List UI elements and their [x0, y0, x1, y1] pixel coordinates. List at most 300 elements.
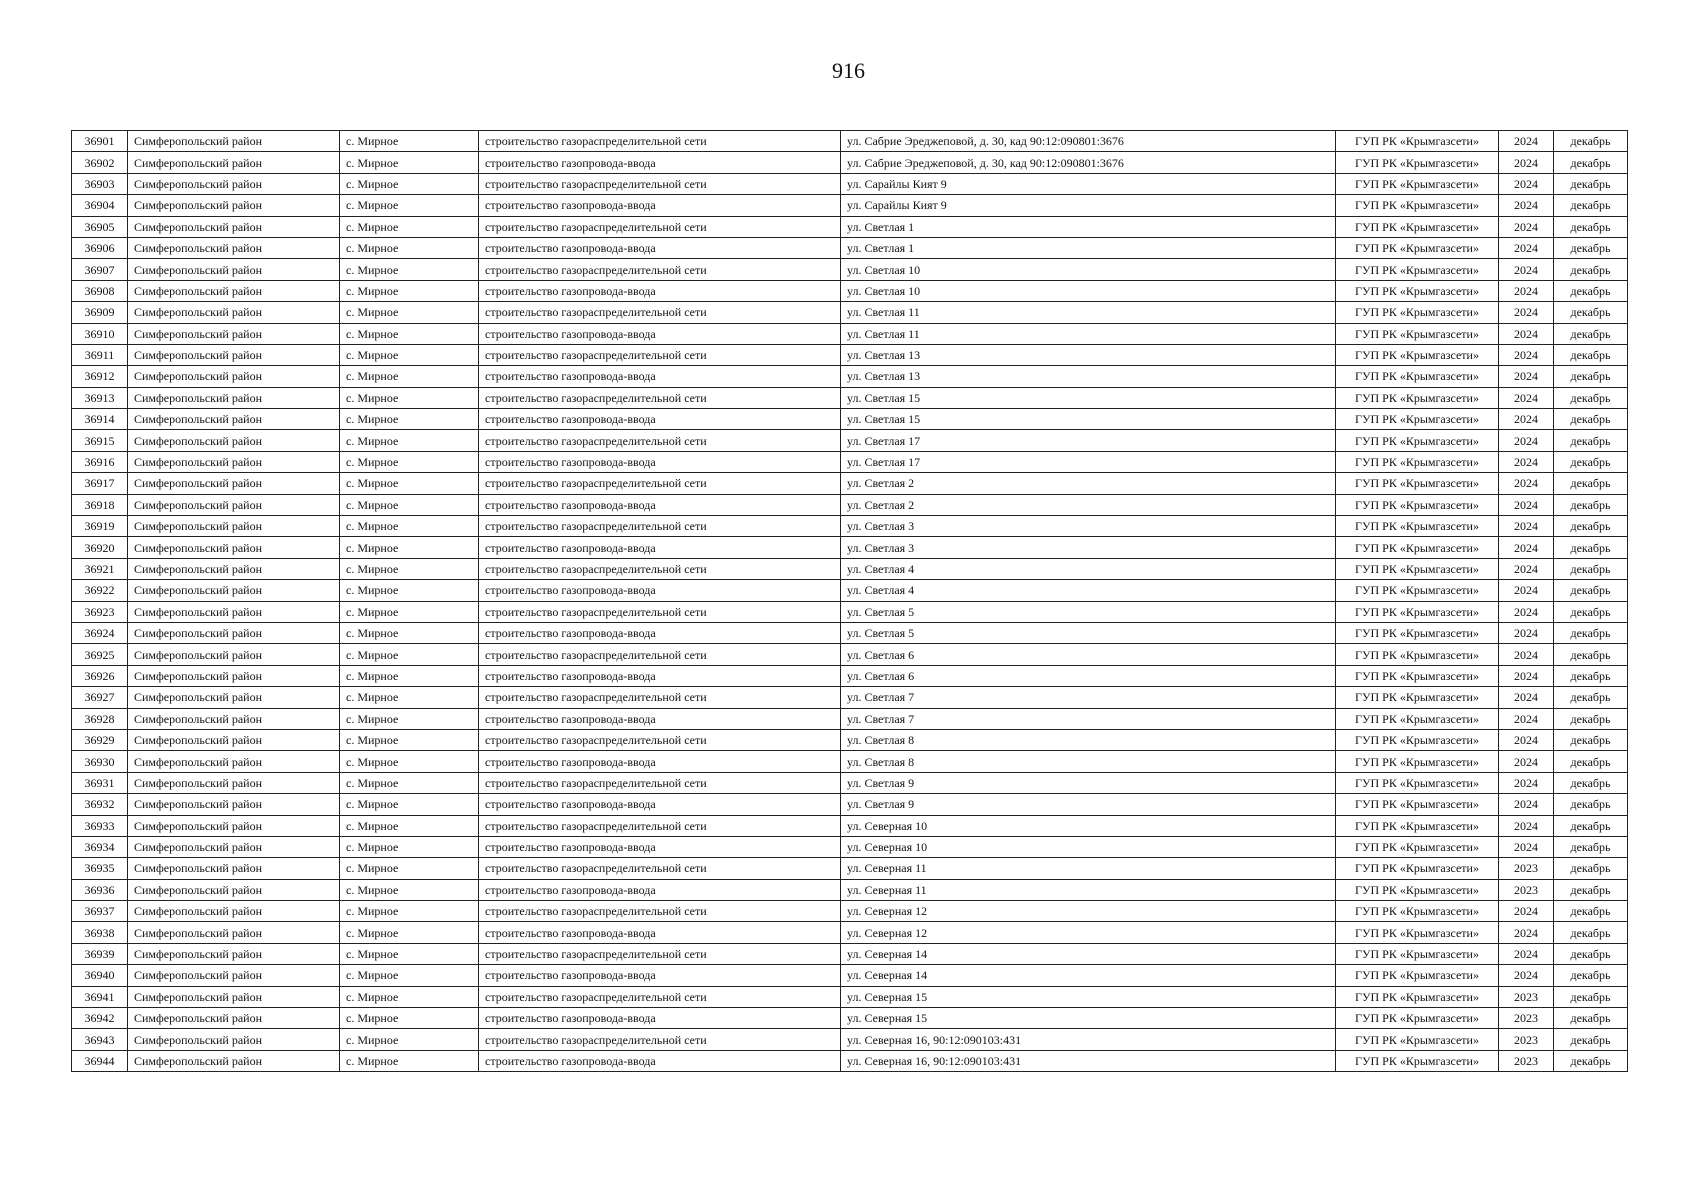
cell-organization: ГУП РК «Крымгазсети»: [1336, 943, 1499, 964]
table-row: [72, 836, 1628, 857]
cell-number: 36905: [72, 216, 128, 237]
table-row: [72, 280, 1628, 301]
cell-organization: ГУП РК «Крымгазсети»: [1336, 836, 1499, 857]
cell-month: декабрь: [1554, 152, 1628, 173]
cell-settlement: с. Мирное: [340, 216, 479, 237]
table-row: [72, 409, 1628, 430]
cell-address: ул. Светлая 13: [841, 344, 1336, 365]
cell-district: Симферопольский район: [128, 344, 340, 365]
cell-year: 2024: [1499, 708, 1554, 729]
cell-year: 2024: [1499, 323, 1554, 344]
cell-work-type: строительство газопровода-ввода: [479, 922, 841, 943]
cell-organization: ГУП РК «Крымгазсети»: [1336, 708, 1499, 729]
cell-address: ул. Светлая 2: [841, 494, 1336, 515]
cell-settlement: с. Мирное: [340, 772, 479, 793]
cell-month: декабрь: [1554, 858, 1628, 879]
cell-district: Симферопольский район: [128, 259, 340, 280]
cell-number: 36933: [72, 815, 128, 836]
cell-address: ул. Светлая 8: [841, 751, 1336, 772]
cell-number: 36939: [72, 943, 128, 964]
cell-number: 36921: [72, 558, 128, 579]
cell-settlement: с. Мирное: [340, 451, 479, 472]
cell-work-type: строительство газопровода-ввода: [479, 152, 841, 173]
cell-year: 2023: [1499, 1029, 1554, 1050]
cell-organization: ГУП РК «Крымгазсети»: [1336, 1050, 1499, 1071]
cell-settlement: с. Мирное: [340, 173, 479, 194]
table-row: [72, 323, 1628, 344]
cell-district: Симферопольский район: [128, 644, 340, 665]
cell-district: Симферопольский район: [128, 216, 340, 237]
cell-district: Симферопольский район: [128, 708, 340, 729]
cell-settlement: с. Мирное: [340, 1050, 479, 1071]
cell-district: Симферопольский район: [128, 1050, 340, 1071]
cell-address: ул. Светлая 11: [841, 302, 1336, 323]
cell-organization: ГУП РК «Крымгазсети»: [1336, 729, 1499, 750]
cell-number: 36901: [72, 131, 128, 152]
cell-address: ул. Светлая 2: [841, 473, 1336, 494]
table-row: [72, 366, 1628, 387]
cell-organization: ГУП РК «Крымгазсети»: [1336, 815, 1499, 836]
cell-district: Симферопольский район: [128, 815, 340, 836]
cell-settlement: с. Мирное: [340, 1029, 479, 1050]
cell-organization: ГУП РК «Крымгазсети»: [1336, 494, 1499, 515]
cell-settlement: с. Мирное: [340, 665, 479, 686]
cell-number: 36909: [72, 302, 128, 323]
cell-address: ул. Светлая 4: [841, 558, 1336, 579]
cell-number: 36927: [72, 687, 128, 708]
cell-work-type: строительство газопровода-ввода: [479, 366, 841, 387]
cell-number: 36932: [72, 794, 128, 815]
cell-district: Симферопольский район: [128, 751, 340, 772]
cell-month: декабрь: [1554, 965, 1628, 986]
cell-district: Симферопольский район: [128, 195, 340, 216]
cell-month: декабрь: [1554, 943, 1628, 964]
cell-address: ул. Северная 11: [841, 879, 1336, 900]
cell-number: 36910: [72, 323, 128, 344]
cell-month: декабрь: [1554, 836, 1628, 857]
cell-year: 2024: [1499, 836, 1554, 857]
table-row: [72, 216, 1628, 237]
cell-month: декабрь: [1554, 986, 1628, 1007]
cell-organization: ГУП РК «Крымгазсети»: [1336, 387, 1499, 408]
cell-address: ул. Светлая 10: [841, 259, 1336, 280]
cell-month: декабрь: [1554, 1008, 1628, 1029]
cell-number: 36914: [72, 409, 128, 430]
cell-organization: ГУП РК «Крымгазсети»: [1336, 131, 1499, 152]
cell-year: 2024: [1499, 195, 1554, 216]
cell-month: декабрь: [1554, 644, 1628, 665]
cell-work-type: строительство газопровода-ввода: [479, 751, 841, 772]
table-row: [72, 1050, 1628, 1071]
cell-work-type: строительство газопровода-ввода: [479, 708, 841, 729]
cell-month: декабрь: [1554, 302, 1628, 323]
cell-district: Симферопольский район: [128, 986, 340, 1007]
cell-year: 2024: [1499, 216, 1554, 237]
table-row: [72, 430, 1628, 451]
cell-organization: ГУП РК «Крымгазсети»: [1336, 516, 1499, 537]
cell-year: 2024: [1499, 387, 1554, 408]
cell-address: ул. Северная 11: [841, 858, 1336, 879]
table-row: [72, 943, 1628, 964]
table-row: [72, 494, 1628, 515]
table-row: [72, 644, 1628, 665]
cell-year: 2024: [1499, 622, 1554, 643]
cell-number: 36944: [72, 1050, 128, 1071]
cell-work-type: строительство газопровода-ввода: [479, 237, 841, 258]
cell-number: 36922: [72, 580, 128, 601]
cell-year: 2024: [1499, 644, 1554, 665]
cell-address: ул. Северная 10: [841, 836, 1336, 857]
cell-settlement: с. Мирное: [340, 558, 479, 579]
cell-settlement: с. Мирное: [340, 836, 479, 857]
cell-address: ул. Светлая 5: [841, 601, 1336, 622]
cell-year: 2023: [1499, 858, 1554, 879]
cell-work-type: строительство газопровода-ввода: [479, 622, 841, 643]
cell-address: ул. Светлая 10: [841, 280, 1336, 301]
cell-month: декабрь: [1554, 344, 1628, 365]
cell-work-type: строительство газопровода-ввода: [479, 537, 841, 558]
cell-organization: ГУП РК «Крымгазсети»: [1336, 323, 1499, 344]
cell-organization: ГУП РК «Крымгазсети»: [1336, 622, 1499, 643]
cell-number: 36938: [72, 922, 128, 943]
cell-district: Симферопольский район: [128, 901, 340, 922]
cell-month: декабрь: [1554, 580, 1628, 601]
cell-work-type: строительство газораспределительной сети: [479, 430, 841, 451]
gasification-table: [71, 130, 1628, 1072]
cell-settlement: с. Мирное: [340, 494, 479, 515]
table-row: [72, 986, 1628, 1007]
table-row: [72, 1029, 1628, 1050]
cell-work-type: строительство газопровода-ввода: [479, 1050, 841, 1071]
cell-settlement: с. Мирное: [340, 943, 479, 964]
cell-district: Симферопольский район: [128, 729, 340, 750]
cell-organization: ГУП РК «Крымгазсети»: [1336, 473, 1499, 494]
table-row: [72, 173, 1628, 194]
cell-address: ул. Светлая 17: [841, 430, 1336, 451]
cell-year: 2023: [1499, 1050, 1554, 1071]
table-row: [72, 708, 1628, 729]
cell-number: 36917: [72, 473, 128, 494]
cell-district: Симферопольский район: [128, 943, 340, 964]
cell-district: Симферопольский район: [128, 879, 340, 900]
cell-address: ул. Светлая 13: [841, 366, 1336, 387]
cell-work-type: строительство газопровода-ввода: [479, 195, 841, 216]
cell-work-type: строительство газораспределительной сети: [479, 387, 841, 408]
cell-district: Симферопольский район: [128, 858, 340, 879]
cell-settlement: с. Мирное: [340, 965, 479, 986]
cell-district: Симферопольский район: [128, 302, 340, 323]
table-row: [72, 195, 1628, 216]
page-number: 916: [832, 58, 865, 83]
cell-work-type: строительство газораспределительной сети: [479, 344, 841, 365]
cell-organization: ГУП РК «Крымгазсети»: [1336, 665, 1499, 686]
cell-settlement: с. Мирное: [340, 131, 479, 152]
cell-year: 2024: [1499, 815, 1554, 836]
cell-settlement: с. Мирное: [340, 430, 479, 451]
table-row: [72, 687, 1628, 708]
cell-year: 2024: [1499, 516, 1554, 537]
cell-work-type: строительство газораспределительной сети: [479, 687, 841, 708]
cell-work-type: строительство газораспределительной сети: [479, 173, 841, 194]
cell-year: 2024: [1499, 131, 1554, 152]
cell-settlement: с. Мирное: [340, 815, 479, 836]
cell-number: 36918: [72, 494, 128, 515]
cell-number: 36923: [72, 601, 128, 622]
cell-district: Симферопольский район: [128, 473, 340, 494]
cell-organization: ГУП РК «Крымгазсети»: [1336, 858, 1499, 879]
cell-number: 36926: [72, 665, 128, 686]
cell-address: ул. Северная 14: [841, 965, 1336, 986]
cell-organization: ГУП РК «Крымгазсети»: [1336, 965, 1499, 986]
cell-number: 36931: [72, 772, 128, 793]
table-row: [72, 772, 1628, 793]
cell-number: 36943: [72, 1029, 128, 1050]
cell-number: 36919: [72, 516, 128, 537]
table-row: [72, 901, 1628, 922]
cell-address: ул. Светлая 5: [841, 622, 1336, 643]
table-row: [72, 729, 1628, 750]
cell-district: Симферопольский район: [128, 537, 340, 558]
cell-month: декабрь: [1554, 216, 1628, 237]
cell-organization: ГУП РК «Крымгазсети»: [1336, 259, 1499, 280]
cell-work-type: строительство газопровода-ввода: [479, 879, 841, 900]
cell-organization: ГУП РК «Крымгазсети»: [1336, 237, 1499, 258]
cell-district: Симферопольский район: [128, 430, 340, 451]
cell-work-type: строительство газопровода-ввода: [479, 494, 841, 515]
cell-district: Симферопольский район: [128, 152, 340, 173]
cell-number: 36904: [72, 195, 128, 216]
table-row: [72, 858, 1628, 879]
table-row: [72, 622, 1628, 643]
cell-number: 36925: [72, 644, 128, 665]
cell-organization: ГУП РК «Крымгазсети»: [1336, 901, 1499, 922]
cell-settlement: с. Мирное: [340, 879, 479, 900]
cell-month: декабрь: [1554, 772, 1628, 793]
cell-year: 2023: [1499, 986, 1554, 1007]
cell-address: ул. Светлая 4: [841, 580, 1336, 601]
table-row: [72, 473, 1628, 494]
cell-work-type: строительство газопровода-ввода: [479, 323, 841, 344]
cell-year: 2024: [1499, 794, 1554, 815]
cell-work-type: строительство газопровода-ввода: [479, 836, 841, 857]
table-row: [72, 344, 1628, 365]
cell-organization: ГУП РК «Крымгазсети»: [1336, 344, 1499, 365]
cell-organization: ГУП РК «Крымгазсети»: [1336, 451, 1499, 472]
cell-month: декабрь: [1554, 794, 1628, 815]
cell-year: 2024: [1499, 473, 1554, 494]
cell-work-type: строительство газопровода-ввода: [479, 965, 841, 986]
cell-settlement: с. Мирное: [340, 366, 479, 387]
cell-month: декабрь: [1554, 815, 1628, 836]
cell-month: декабрь: [1554, 922, 1628, 943]
cell-number: 36941: [72, 986, 128, 1007]
cell-settlement: с. Мирное: [340, 708, 479, 729]
cell-work-type: строительство газораспределительной сети: [479, 815, 841, 836]
cell-year: 2023: [1499, 879, 1554, 900]
cell-number: 36915: [72, 430, 128, 451]
cell-district: Симферопольский район: [128, 387, 340, 408]
cell-work-type: строительство газораспределительной сети: [479, 943, 841, 964]
cell-work-type: строительство газораспределительной сети: [479, 131, 841, 152]
cell-district: Симферопольский район: [128, 173, 340, 194]
cell-year: 2024: [1499, 687, 1554, 708]
cell-number: 36902: [72, 152, 128, 173]
cell-district: Симферопольский район: [128, 794, 340, 815]
cell-month: декабрь: [1554, 237, 1628, 258]
cell-address: ул. Светлая 9: [841, 772, 1336, 793]
cell-settlement: с. Мирное: [340, 687, 479, 708]
cell-year: 2024: [1499, 537, 1554, 558]
cell-year: 2024: [1499, 409, 1554, 430]
cell-organization: ГУП РК «Крымгазсети»: [1336, 644, 1499, 665]
cell-year: 2024: [1499, 772, 1554, 793]
cell-work-type: строительство газораспределительной сети: [479, 216, 841, 237]
cell-work-type: строительство газораспределительной сети: [479, 644, 841, 665]
cell-address: ул. Светлая 7: [841, 708, 1336, 729]
cell-organization: ГУП РК «Крымгазсети»: [1336, 687, 1499, 708]
cell-settlement: с. Мирное: [340, 644, 479, 665]
cell-address: ул. Светлая 6: [841, 665, 1336, 686]
cell-year: 2024: [1499, 366, 1554, 387]
cell-number: 36942: [72, 1008, 128, 1029]
cell-year: 2024: [1499, 558, 1554, 579]
cell-district: Симферопольский район: [128, 665, 340, 686]
cell-work-type: строительство газораспределительной сети: [479, 302, 841, 323]
table-row: [72, 237, 1628, 258]
cell-month: декабрь: [1554, 537, 1628, 558]
cell-settlement: с. Мирное: [340, 751, 479, 772]
cell-month: декабрь: [1554, 879, 1628, 900]
cell-organization: ГУП РК «Крымгазсети»: [1336, 601, 1499, 622]
cell-district: Симферопольский район: [128, 366, 340, 387]
cell-address: ул. Северная 16, 90:12:090103:431: [841, 1029, 1336, 1050]
cell-organization: ГУП РК «Крымгазсети»: [1336, 794, 1499, 815]
cell-work-type: строительство газораспределительной сети: [479, 901, 841, 922]
cell-organization: ГУП РК «Крымгазсети»: [1336, 558, 1499, 579]
cell-district: Симферопольский район: [128, 131, 340, 152]
cell-work-type: строительство газораспределительной сети: [479, 473, 841, 494]
cell-address: ул. Светлая 9: [841, 794, 1336, 815]
cell-settlement: с. Мирное: [340, 344, 479, 365]
cell-number: 36913: [72, 387, 128, 408]
cell-district: Симферопольский район: [128, 836, 340, 857]
cell-number: 36934: [72, 836, 128, 857]
cell-district: Симферопольский район: [128, 494, 340, 515]
cell-settlement: с. Мирное: [340, 601, 479, 622]
cell-settlement: с. Мирное: [340, 858, 479, 879]
cell-settlement: с. Мирное: [340, 473, 479, 494]
cell-number: 36912: [72, 366, 128, 387]
cell-district: Симферопольский район: [128, 965, 340, 986]
cell-work-type: строительство газопровода-ввода: [479, 280, 841, 301]
cell-number: 36935: [72, 858, 128, 879]
cell-month: декабрь: [1554, 665, 1628, 686]
cell-settlement: с. Мирное: [340, 922, 479, 943]
cell-number: 36908: [72, 280, 128, 301]
cell-settlement: с. Мирное: [340, 323, 479, 344]
cell-district: Симферопольский район: [128, 687, 340, 708]
table-row: [72, 451, 1628, 472]
cell-address: ул. Светлая 17: [841, 451, 1336, 472]
cell-year: 2024: [1499, 280, 1554, 301]
cell-month: декабрь: [1554, 259, 1628, 280]
cell-year: 2024: [1499, 344, 1554, 365]
cell-district: Симферопольский район: [128, 1029, 340, 1050]
table-row: [72, 516, 1628, 537]
cell-work-type: строительство газораспределительной сети: [479, 601, 841, 622]
table-row: [72, 965, 1628, 986]
cell-address: ул. Светлая 3: [841, 537, 1336, 558]
cell-organization: ГУП РК «Крымгазсети»: [1336, 366, 1499, 387]
cell-number: 36916: [72, 451, 128, 472]
cell-district: Симферопольский район: [128, 922, 340, 943]
cell-organization: ГУП РК «Крымгазсети»: [1336, 922, 1499, 943]
cell-work-type: строительство газопровода-ввода: [479, 794, 841, 815]
cell-month: декабрь: [1554, 729, 1628, 750]
cell-month: декабрь: [1554, 195, 1628, 216]
table-row: [72, 815, 1628, 836]
cell-number: 36929: [72, 729, 128, 750]
cell-organization: ГУП РК «Крымгазсети»: [1336, 302, 1499, 323]
table-row: [72, 751, 1628, 772]
cell-year: 2024: [1499, 922, 1554, 943]
cell-work-type: строительство газораспределительной сети: [479, 259, 841, 280]
cell-settlement: с. Мирное: [340, 622, 479, 643]
cell-district: Симферопольский район: [128, 409, 340, 430]
cell-month: декабрь: [1554, 687, 1628, 708]
cell-settlement: с. Мирное: [340, 537, 479, 558]
cell-work-type: строительство газораспределительной сети: [479, 858, 841, 879]
cell-year: 2024: [1499, 580, 1554, 601]
cell-address: ул. Светлая 3: [841, 516, 1336, 537]
cell-month: декабрь: [1554, 280, 1628, 301]
cell-number: 36911: [72, 344, 128, 365]
cell-month: декабрь: [1554, 901, 1628, 922]
cell-month: декабрь: [1554, 323, 1628, 344]
cell-address: ул. Сабрие Эреджеповой, д. 30, кад 90:12:090801:3676: [841, 131, 1336, 152]
cell-work-type: строительство газораспределительной сети: [479, 729, 841, 750]
cell-work-type: строительство газораспределительной сети: [479, 772, 841, 793]
cell-month: декабрь: [1554, 622, 1628, 643]
cell-address: ул. Светлая 1: [841, 216, 1336, 237]
cell-number: 36928: [72, 708, 128, 729]
table-row: [72, 259, 1628, 280]
cell-settlement: с. Мирное: [340, 302, 479, 323]
cell-district: Симферопольский район: [128, 580, 340, 601]
cell-organization: ГУП РК «Крымгазсети»: [1336, 152, 1499, 173]
cell-month: декабрь: [1554, 516, 1628, 537]
cell-organization: ГУП РК «Крымгазсети»: [1336, 537, 1499, 558]
cell-district: Симферопольский район: [128, 558, 340, 579]
cell-address: ул. Светлая 8: [841, 729, 1336, 750]
table-row: [72, 879, 1628, 900]
cell-district: Симферопольский район: [128, 601, 340, 622]
cell-address: ул. Светлая 15: [841, 387, 1336, 408]
cell-month: декабрь: [1554, 387, 1628, 408]
cell-address: ул. Северная 16, 90:12:090103:431: [841, 1050, 1336, 1071]
cell-settlement: с. Мирное: [340, 1008, 479, 1029]
table-row: [72, 665, 1628, 686]
cell-work-type: строительство газопровода-ввода: [479, 665, 841, 686]
cell-number: 36907: [72, 259, 128, 280]
table-row: [72, 580, 1628, 601]
cell-district: Симферопольский район: [128, 516, 340, 537]
cell-district: Симферопольский район: [128, 280, 340, 301]
cell-settlement: с. Мирное: [340, 259, 479, 280]
cell-district: Симферопольский район: [128, 323, 340, 344]
cell-address: ул. Северная 15: [841, 1008, 1336, 1029]
cell-organization: ГУП РК «Крымгазсети»: [1336, 195, 1499, 216]
